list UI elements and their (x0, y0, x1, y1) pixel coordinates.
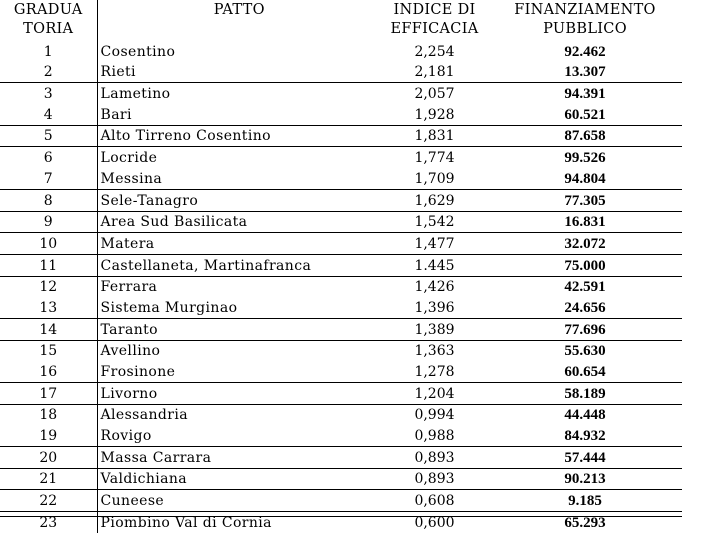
funding-cell: 75.000 (488, 254, 682, 276)
index-cell: 1,928 (381, 104, 488, 125)
header-funding (488, 0, 682, 41)
header-funding-line-1: FINANZIAMENTO (514, 2, 656, 18)
funding-cell: 77.305 (488, 189, 682, 211)
funding-cell: 16.831 (488, 211, 682, 233)
funding-cell: 57.444 (488, 447, 682, 469)
table-row (0, 297, 682, 318)
rank-cell: 3 (0, 83, 97, 104)
rank-cell: 12 (0, 276, 97, 297)
patto-name-cell: Area Sud Basilicata (97, 211, 381, 233)
table-row (0, 468, 682, 490)
index-cell: 0,893 (381, 447, 488, 469)
header-index-line-1: INDICE DI (393, 2, 476, 18)
header-index (381, 0, 488, 41)
index-cell: 0,608 (381, 490, 488, 512)
rank-cell: 5 (0, 125, 97, 147)
funding-cell: 94.804 (488, 168, 682, 189)
patto-name-cell: Sistema Murginao (97, 297, 381, 318)
index-cell: 1,709 (381, 168, 488, 189)
header-rank (0, 0, 97, 41)
rank-cell: 10 (0, 233, 97, 255)
index-cell: 1,477 (381, 233, 488, 255)
index-cell: 1,389 (381, 318, 488, 340)
table-row (0, 276, 682, 297)
funding-cell: 90.213 (488, 468, 682, 490)
index-cell: 0,988 (381, 425, 488, 446)
index-cell: 1,629 (381, 189, 488, 211)
table-row (0, 512, 682, 533)
index-cell: 0,893 (381, 468, 488, 490)
rank-cell: 13 (0, 297, 97, 318)
header-rank-line-2: TORIA (23, 21, 74, 37)
patto-name-cell: Locride (100, 150, 158, 167)
funding-cell: 24.656 (488, 297, 682, 318)
patto-name-cell: Alto Tirreno Cosentino (97, 125, 381, 147)
patto-name-cell: Taranto (97, 318, 381, 340)
header-name-line-1: PATTO (213, 2, 265, 18)
table-row (0, 447, 682, 469)
funding-cell: 55.630 (564, 343, 606, 360)
index-cell: 1,426 (414, 279, 455, 296)
rank-cell: 15 (0, 340, 97, 361)
rank-cell: 4 (0, 104, 97, 125)
table-row (0, 41, 682, 62)
funding-cell: 65.293 (564, 514, 606, 531)
table-row (0, 490, 682, 512)
rank-cell: 16 (0, 361, 97, 382)
table-row (0, 254, 682, 276)
patto-name-cell: Ferrara (100, 279, 158, 296)
table-row (0, 425, 682, 446)
patto-name-cell: Matera (97, 233, 381, 255)
header-index-line-2: EFFICACIA (390, 21, 479, 37)
index-cell: 1,542 (381, 211, 488, 233)
rank-cell: 23 (0, 512, 97, 533)
table-row (0, 62, 682, 83)
rank-cell: 7 (0, 168, 97, 189)
funding-cell: 87.658 (488, 125, 682, 147)
patto-name-cell: Castellaneta, Martinafranca (97, 254, 381, 276)
table-row (0, 168, 682, 189)
table-row (0, 104, 682, 125)
patto-name-cell: Cosentino (100, 43, 176, 60)
table-row (0, 211, 682, 233)
table-row (0, 383, 682, 405)
rank-cell: 11 (0, 254, 97, 276)
patto-name-cell: Frosinone (97, 361, 381, 382)
funding-cell: 60.521 (488, 104, 682, 125)
index-cell: 1,831 (381, 125, 488, 147)
table-row (0, 404, 682, 425)
rank-cell: 18 (0, 404, 97, 425)
funding-cell: 60.654 (488, 361, 682, 382)
table-row (0, 340, 682, 361)
index-cell: 1.445 (381, 254, 488, 276)
funding-cell: 77.696 (488, 318, 682, 340)
index-cell: 1,396 (381, 297, 488, 318)
index-cell: 2,181 (381, 62, 488, 83)
header-row (0, 0, 682, 41)
patto-name-cell: Sele-Tanagro (97, 189, 381, 211)
patto-name-cell: Lametino (100, 86, 171, 103)
rank-cell: 8 (0, 189, 97, 211)
funding-cell: 32.072 (488, 233, 682, 255)
patto-name-cell: Livorno (97, 383, 381, 405)
index-cell: 2,254 (414, 43, 455, 60)
rank-cell: 22 (0, 490, 97, 512)
patto-name-cell: Messina (97, 168, 381, 189)
patto-name-cell: Bari (97, 104, 381, 125)
rank-cell: 6 (0, 147, 97, 168)
table-row (0, 361, 682, 382)
index-cell: 1,363 (414, 343, 455, 360)
funding-cell: 92.462 (564, 43, 606, 60)
funding-cell: 99.526 (564, 150, 606, 167)
patto-name-cell: Avellino (100, 343, 161, 360)
rank-cell: 17 (0, 383, 97, 405)
patto-name-cell: Valdichiana (97, 468, 381, 490)
table-body (0, 41, 682, 533)
funding-cell: 42.591 (564, 279, 606, 296)
index-cell: 0,994 (414, 407, 455, 424)
header-funding-line-2: PUBBLICO (543, 21, 627, 37)
rank-cell: 2 (0, 62, 97, 83)
patto-name-cell: Massa Carrara (97, 447, 381, 469)
index-cell: 1,204 (381, 383, 488, 405)
header-rank-line-1: GRADUA (13, 2, 83, 18)
patto-name-cell: Alessandria (100, 407, 188, 424)
funding-cell: 58.189 (488, 383, 682, 405)
table-row (0, 147, 682, 168)
table-row (0, 83, 682, 104)
patto-name-cell: Cuneese (97, 490, 381, 512)
rank-cell: 21 (0, 468, 97, 490)
rank-cell: 20 (0, 447, 97, 469)
bottom-rule (0, 516, 682, 517)
patto-name-cell: Rieti (97, 62, 381, 83)
funding-cell: 9.185 (488, 490, 682, 512)
index-cell: 2,057 (414, 86, 455, 103)
funding-cell: 84.932 (488, 425, 682, 446)
index-cell: 1,278 (381, 361, 488, 382)
table-row (0, 318, 682, 340)
table-row (0, 125, 682, 147)
index-cell: 1,774 (414, 150, 455, 167)
funding-cell: 44.448 (564, 407, 606, 424)
table-row (0, 233, 682, 255)
rank-cell: 14 (0, 318, 97, 340)
header-name (97, 0, 381, 41)
rank-cell: 19 (0, 425, 97, 446)
table-header (0, 0, 682, 41)
table-row (0, 189, 682, 211)
index-cell: 0,600 (414, 514, 455, 531)
funding-cell: 94.391 (564, 86, 606, 103)
rank-cell: 9 (0, 211, 97, 233)
rank-cell: 1 (0, 41, 97, 62)
funding-cell: 13.307 (488, 62, 682, 83)
patto-name-cell: Rovigo (97, 425, 381, 446)
patto-name-cell: Piombino Val di Cornia (100, 514, 272, 531)
